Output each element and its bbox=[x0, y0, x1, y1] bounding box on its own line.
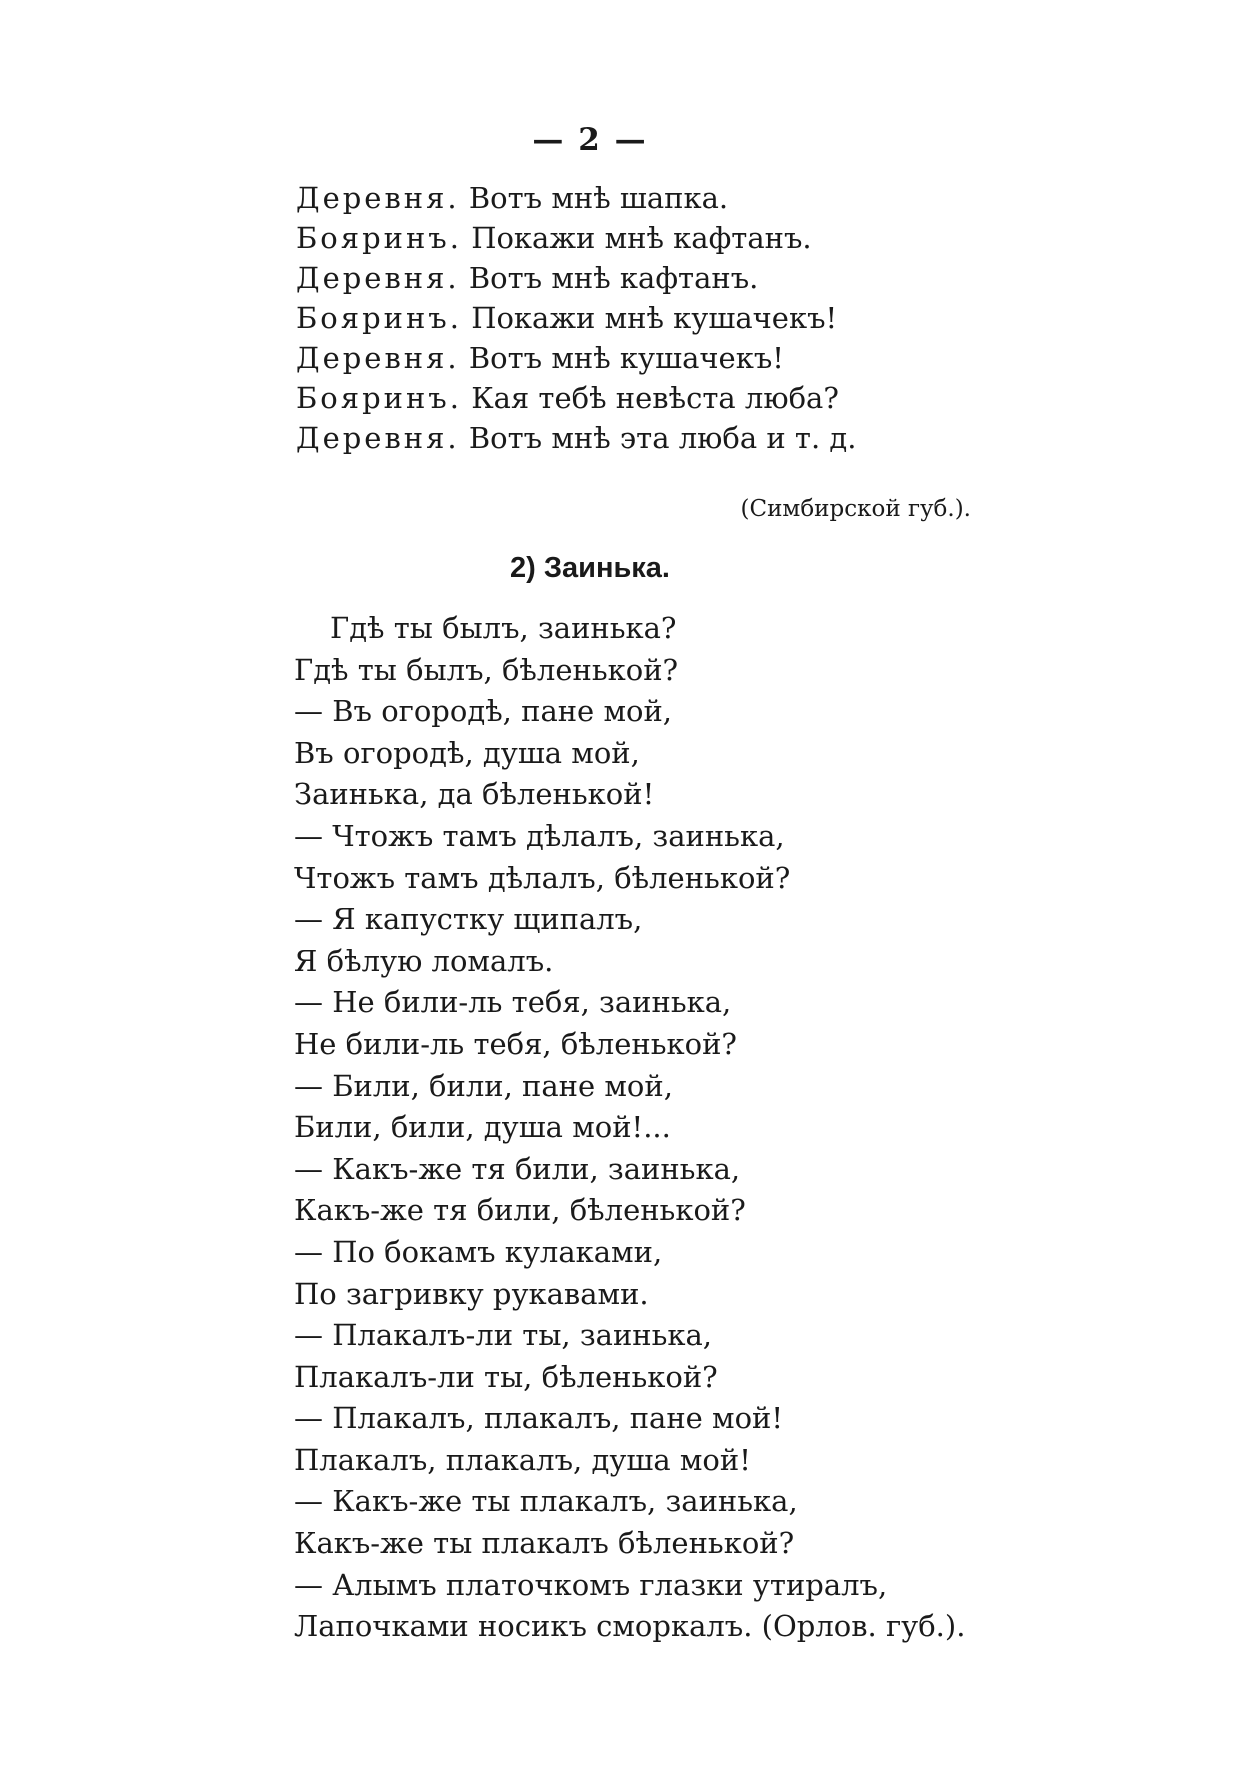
section-title: 2) Заинька. bbox=[509, 552, 670, 584]
poem-line-text: Лапочками носикъ сморкалъ. bbox=[294, 1609, 753, 1644]
poem-line: — Алымъ платочкомъ глазки утиралъ, bbox=[294, 1567, 888, 1602]
poem-line: — Плакалъ-ли ты, заинька, bbox=[294, 1318, 713, 1353]
dialogue-line bbox=[296, 258, 1016, 298]
dialogue-line bbox=[296, 378, 1016, 418]
dialogue-line bbox=[296, 218, 1016, 258]
speaker: Деревня. bbox=[296, 421, 460, 455]
poem-block bbox=[294, 608, 1054, 1648]
poem-line: — Какъ-же ты плакалъ, заинька, bbox=[294, 1484, 798, 1519]
line-text: Вотъ мнѣ шапка. bbox=[468, 181, 729, 215]
poem-line: — Какъ-же тя били, заинька, bbox=[294, 1151, 741, 1186]
speaker: Деревня. bbox=[296, 181, 460, 215]
speaker: Бояринъ. bbox=[296, 221, 462, 255]
poem-line: Какъ-же тя били, бѣленькой? bbox=[294, 1193, 746, 1228]
line-text: Вотъ мнѣ эта люба и т. д. bbox=[468, 421, 857, 455]
speaker: Деревня. bbox=[296, 261, 460, 295]
line-text: Покажи мнѣ кафтанъ. bbox=[471, 221, 812, 255]
poem-line-last bbox=[294, 1606, 1054, 1648]
dialogue-line bbox=[296, 298, 1016, 338]
poem-line: Гдѣ ты былъ, заинька? bbox=[330, 611, 677, 645]
poem-line: Не били-ль тебя, бѣленькой? bbox=[294, 1026, 737, 1061]
poem-line: Гдѣ ты былъ, бѣленькой? bbox=[294, 652, 679, 687]
line-text: Вотъ мнѣ кушачекъ! bbox=[468, 341, 784, 375]
poem-line: — Били, били, пане мой, bbox=[294, 1068, 673, 1103]
line-text: Вотъ мнѣ кафтанъ. bbox=[468, 261, 759, 295]
poem-line: По загривку рукавами. bbox=[294, 1276, 649, 1311]
speaker: Деревня. bbox=[296, 341, 460, 375]
poem-line: Заинька, да бѣленькой! bbox=[294, 777, 655, 812]
line-text: Кая тебѣ невѣста люба? bbox=[471, 381, 839, 415]
poem-line: Плакалъ, плакалъ, душа мой! bbox=[294, 1442, 751, 1477]
dialogue-line bbox=[296, 338, 1016, 378]
poem-line: — Въ огородѣ, пане мой, bbox=[294, 694, 673, 729]
poem-line: — Я капустку щипалъ, bbox=[294, 902, 643, 937]
poem-line: — Плакалъ, плакалъ, пане мой! bbox=[294, 1401, 784, 1436]
source-note: (Симбирской губ.). bbox=[740, 496, 971, 522]
poem-line: — Чтожъ тамъ дѣлалъ, заинька, bbox=[294, 818, 785, 853]
poem-line: — Не били-ль тебя, заинька, bbox=[294, 985, 732, 1020]
poem-line: Били, били, душа мой!... bbox=[294, 1110, 671, 1145]
poem-line: Я бѣлую ломалъ. bbox=[294, 943, 554, 978]
dialogue-line bbox=[296, 178, 1016, 218]
poem-line: Въ огородѣ, душа мой, bbox=[294, 735, 640, 770]
poem-line: — По бокамъ кулаками, bbox=[294, 1234, 663, 1269]
page-number: — 2 — bbox=[532, 122, 648, 158]
speaker: Бояринъ. bbox=[296, 381, 462, 415]
dialogue-block bbox=[296, 178, 1016, 458]
dialogue-line bbox=[296, 418, 1016, 458]
speaker: Бояринъ. bbox=[296, 301, 462, 335]
poem-line: Чтожъ тамъ дѣлалъ, бѣленькой? bbox=[294, 860, 791, 895]
poem-line: Плакалъ-ли ты, бѣленькой? bbox=[294, 1359, 718, 1394]
poem-line: Какъ-же ты плакалъ бѣленькой? bbox=[294, 1526, 795, 1561]
source-note: (Орлов. губ.). bbox=[761, 1609, 966, 1644]
line-text: Покажи мнѣ кушачекъ! bbox=[471, 301, 838, 335]
